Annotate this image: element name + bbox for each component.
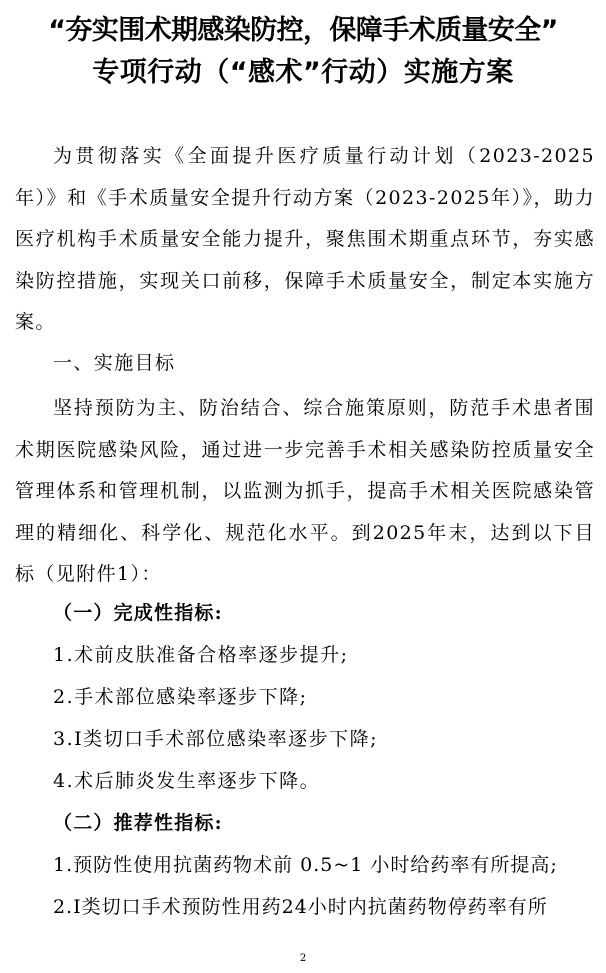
section-heading-goals: 一、实施目标 <box>53 352 176 374</box>
intro-paragraph: 为贯彻落实《全面提升医疗质量行动计划（2023-2025年）》和《手术质量安全提升行动方案（2023-2025年）》，助力医疗机构手术质量安全能力提升，聚焦围术期重点环节，夯实感染防控措施，实现关口前移，保障手术质量安全，制定本实施方案。 <box>15 145 595 334</box>
completion-item-2: 2.手术部位感染率逐步下降; <box>53 686 308 708</box>
page-number: 2 <box>299 953 307 964</box>
goals-paragraph: 坚持预防为主、防治结合、综合施策原则，防范手术患者围术期医院感染风险，通过进一步完善手术相关感染防控质量安全管理体系和管理机制，以监测为抓手，提高手术相关医院感染管理的精细化、科学化、规范化水平。到2025年末，达到以下目标（见附件1）： <box>15 397 595 586</box>
recommended-item-1: 1.预防性使用抗菌药物术前 0.5~1 小时给药率有所提高; <box>53 854 558 876</box>
document-title-line-2: 专项行动（“感术”行动）实施方案 <box>92 57 514 88</box>
subheading-recommended-indicators: （二）推荐性指标: <box>53 812 223 834</box>
recommended-item-2: 2.I类切口手术预防性用药24小时内抗菌药物停药率有所 <box>53 896 548 918</box>
completion-item-4: 4.术后肺炎发生率逐步下降。 <box>53 770 321 792</box>
completion-item-3: 3.I类切口手术部位感染率逐步下降; <box>53 728 379 750</box>
completion-item-1: 1.术前皮肤准备合格率逐步提升; <box>53 644 349 666</box>
subheading-completion-indicators: （一）完成性指标: <box>53 602 223 624</box>
document-title-line-1: “夯实围术期感染防控，保障手术质量安全” <box>48 15 558 46</box>
